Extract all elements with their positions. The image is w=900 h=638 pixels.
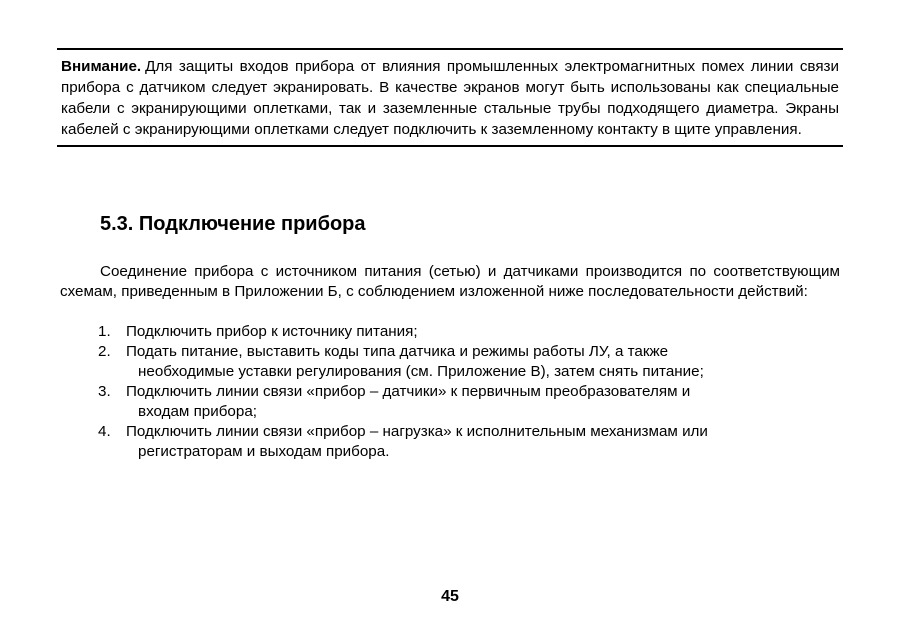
section-intro: Соединение прибора с источником питания (сетью) и датчиками производится по соответствующим схемам, приведенным в Приложении Б, с соблюдением изложенной ниже последовательности действий: <box>60 263 840 300</box>
step-number: 4. <box>98 423 111 440</box>
page-number: 45 <box>441 588 459 605</box>
step-text <box>126 422 840 462</box>
warning-lead: Внимание. <box>61 58 142 75</box>
warning-text: Для защиты входов прибора от влияния промышленных электромагнитных помех линии связи прибора с датчиком следует экранировать. В качестве экранов могут быть использованы как специальные кабели с экранирующими оплетками, так и заземленные стальные трубы подходящего диаметра. Экраны кабелей с экранирующими оплетками следует подключить к заземленному контакту в щите управления. <box>61 58 839 138</box>
step-text <box>126 342 840 382</box>
step-text <box>126 382 840 422</box>
step-text <box>126 322 840 342</box>
step-line: Подключить линии связи «прибор – датчики» к первичным преобразователям и <box>126 383 691 400</box>
step-line-continued: необходимые уставки регулирования (см. Приложение В), затем снять питание; <box>138 363 704 380</box>
steps-list <box>98 322 840 462</box>
list-item <box>98 422 840 462</box>
warning-notice <box>57 48 843 147</box>
step-line-continued: регистраторам и выходам прибора. <box>138 443 390 460</box>
step-line-continued: входам прибора; <box>138 403 257 420</box>
step-number: 1. <box>98 323 111 340</box>
section-title: 5.3. Подключение прибора <box>100 213 366 235</box>
step-line: Подключить линии связи «прибор – нагрузка» к исполнительным механизмам или <box>126 423 708 440</box>
step-line: Подать питание, выставить коды типа датчика и режимы работы ЛУ, а также <box>126 343 669 360</box>
list-item <box>98 342 840 382</box>
step-line: Подключить прибор к источнику питания; <box>126 323 418 340</box>
list-item <box>98 322 840 342</box>
step-number: 2. <box>98 343 111 360</box>
list-item <box>98 382 840 422</box>
step-number: 3. <box>98 383 111 400</box>
